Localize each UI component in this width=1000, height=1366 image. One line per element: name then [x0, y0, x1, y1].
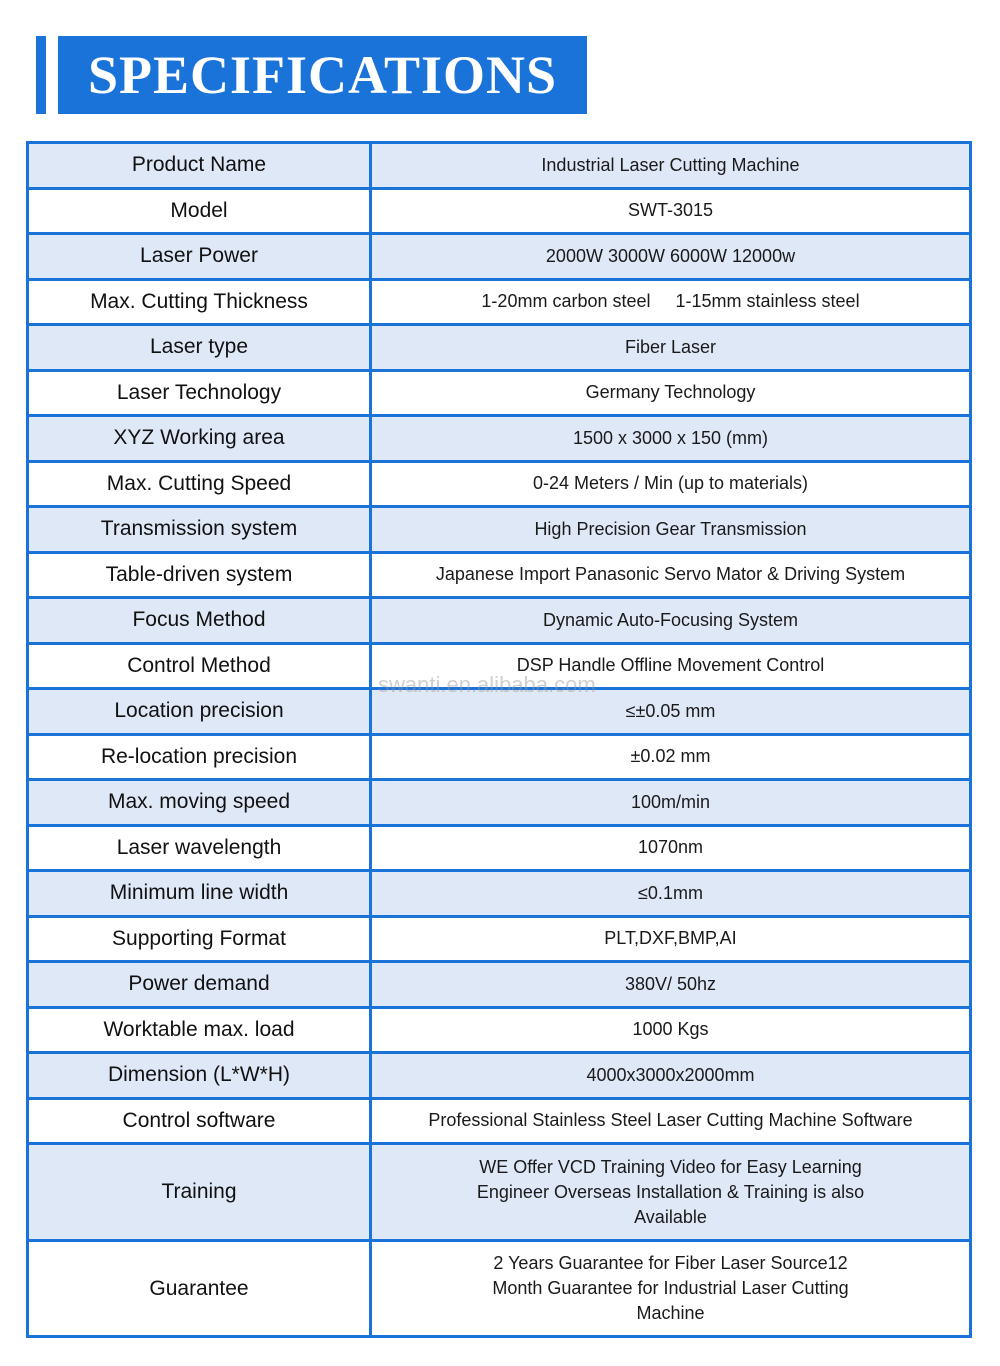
- spec-value: 1070nm: [371, 825, 971, 871]
- spec-value: Fiber Laser: [371, 325, 971, 371]
- spec-row-guarantee: [28, 1241, 971, 1337]
- spec-value: Dynamic Auto-Focusing System: [371, 598, 971, 644]
- spec-row-transmission-system: [28, 507, 971, 553]
- spec-value: Japanese Import Panasonic Servo Mator & Driving System: [371, 552, 971, 598]
- spec-row-worktable-max-load: [28, 1007, 971, 1053]
- spec-row-relocation-precision: [28, 734, 971, 780]
- spec-label: Laser Technology: [28, 370, 371, 416]
- spec-value: 100m/min: [371, 780, 971, 826]
- spec-row-max-cutting-thickness: [28, 279, 971, 325]
- spec-value: [371, 1241, 971, 1337]
- spec-label: Re-location precision: [28, 734, 371, 780]
- spec-label: Product Name: [28, 143, 371, 189]
- spec-row-laser-technology: [28, 370, 971, 416]
- spec-row-laser-type: [28, 325, 971, 371]
- spec-row-power-demand: [28, 962, 971, 1008]
- spec-label: Max. moving speed: [28, 780, 371, 826]
- spec-value: Industrial Laser Cutting Machine: [371, 143, 971, 189]
- spec-label: Worktable max. load: [28, 1007, 371, 1053]
- spec-value: Professional Stainless Steel Laser Cutting Machine Software: [371, 1098, 971, 1144]
- spec-row-table-driven-system: [28, 552, 971, 598]
- spec-value: 1-20mm carbon steel 1-15mm stainless steel: [371, 279, 971, 325]
- spec-value: 2000W 3000W 6000W 12000w: [371, 234, 971, 280]
- spec-value-line: Available: [634, 1206, 707, 1227]
- spec-label: Max. Cutting Speed: [28, 461, 371, 507]
- spec-row-laser-power: [28, 234, 971, 280]
- spec-value: ±0.02 mm: [371, 734, 971, 780]
- spec-row-minimum-line-width: [28, 871, 971, 917]
- spec-value: 0-24 Meters / Min (up to materials): [371, 461, 971, 507]
- spec-value: Germany Technology: [371, 370, 971, 416]
- spec-value: 1500 x 3000 x 150 (mm): [371, 416, 971, 462]
- spec-row-control-software: [28, 1098, 971, 1144]
- spec-row-xyz-working-area: [28, 416, 971, 462]
- spec-label: Focus Method: [28, 598, 371, 644]
- spec-label: Training: [28, 1144, 371, 1241]
- spec-label: Laser type: [28, 325, 371, 371]
- specifications-table: [26, 141, 972, 1338]
- spec-label: Model: [28, 188, 371, 234]
- spec-row-product-name: [28, 143, 971, 189]
- spec-value: [371, 1144, 971, 1241]
- spec-value: SWT-3015: [371, 188, 971, 234]
- spec-row-max-cutting-speed: [28, 461, 971, 507]
- spec-value: PLT,DXF,BMP,AI: [371, 916, 971, 962]
- spec-label: Control Method: [28, 643, 371, 689]
- spec-value: DSP Handle Offline Movement Control: [371, 643, 971, 689]
- spec-value: ≤±0.05 mm: [371, 689, 971, 735]
- spec-label: Supporting Format: [28, 916, 371, 962]
- spec-label: XYZ Working area: [28, 416, 371, 462]
- spec-value-line: Month Guarantee for Industrial Laser Cutting: [492, 1278, 849, 1298]
- spec-label: Guarantee: [28, 1241, 371, 1337]
- header-banner: [58, 36, 587, 114]
- spec-label: Dimension (L*W*H): [28, 1053, 371, 1099]
- spec-row-max-moving-speed: [28, 780, 971, 826]
- spec-label: Minimum line width: [28, 871, 371, 917]
- spec-row-location-precision: [28, 689, 971, 735]
- spec-row-control-method: [28, 643, 971, 689]
- spec-value: 380V/ 50hz: [371, 962, 971, 1008]
- spec-label: Laser wavelength: [28, 825, 371, 871]
- spec-label: Table-driven system: [28, 552, 371, 598]
- spec-value-line: WE Offer VCD Training Video for Easy Learning: [479, 1156, 862, 1177]
- spec-label: Laser Power: [28, 234, 371, 280]
- spec-row-model: [28, 188, 971, 234]
- spec-value-line: Machine: [636, 1303, 705, 1323]
- spec-label: Control software: [28, 1098, 371, 1144]
- spec-row-laser-wavelength: [28, 825, 971, 871]
- header-accent-bar: [36, 36, 46, 114]
- spec-row-focus-method: [28, 598, 971, 644]
- spec-label: Location precision: [28, 689, 371, 735]
- spec-label: Transmission system: [28, 507, 371, 553]
- spec-value: 1000 Kgs: [371, 1007, 971, 1053]
- watermark: swanti.en.alibaba.com: [378, 672, 596, 697]
- spec-row-training: [28, 1144, 971, 1241]
- spec-row-supporting-format: [28, 916, 971, 962]
- spec-value: 4000x3000x2000mm: [371, 1053, 971, 1099]
- spec-label: Power demand: [28, 962, 371, 1008]
- spec-value: ≤0.1mm: [371, 871, 971, 917]
- spec-label: Max. Cutting Thickness: [28, 279, 371, 325]
- spec-value-line: Engineer Overseas Installation & Training is also: [476, 1181, 865, 1202]
- spec-value: High Precision Gear Transmission: [371, 507, 971, 553]
- spec-row-dimension: [28, 1053, 971, 1099]
- page-title: SPECIFICATIONS: [87, 45, 558, 105]
- spec-value-line: 2 Years Guarantee for Fiber Laser Source12: [493, 1253, 848, 1273]
